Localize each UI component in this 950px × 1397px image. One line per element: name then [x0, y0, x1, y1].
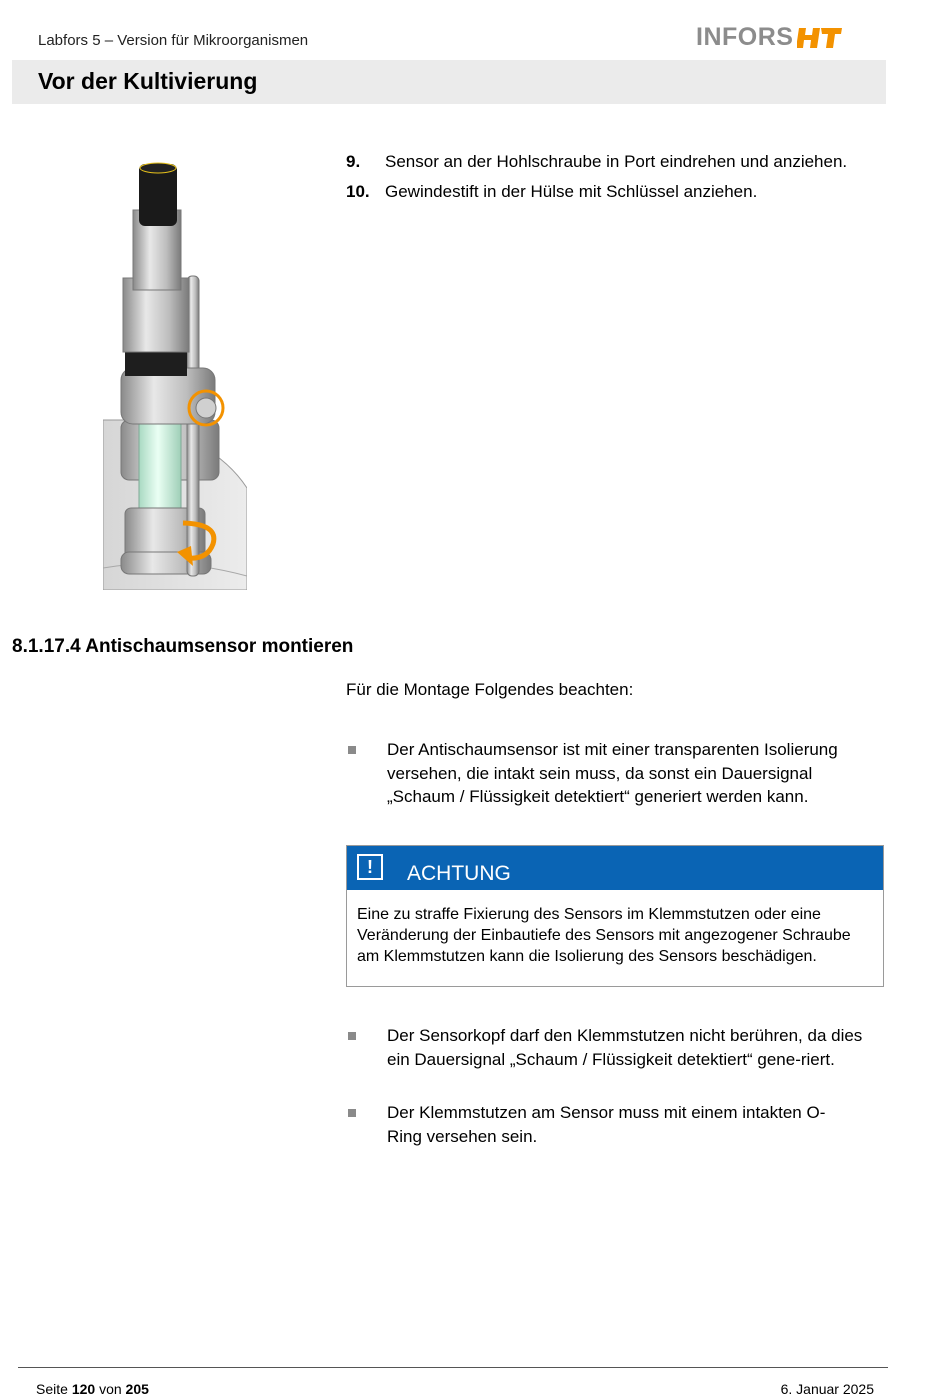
- list-item-text: Der Sensorkopf darf den Klemmstutzen nicht berühren, da dies ein Dauersignal „Schaum / Flüssigkeit detektiert“ gene-riert.: [387, 1026, 863, 1069]
- step-text: Gewindestift in der Hülse mit Schlüssel anziehen.: [385, 182, 758, 201]
- section-heading: 8.1.17.4 Antischaumsensor montieren: [12, 636, 354, 657]
- notice-body: Eine zu straffe Fixierung des Sensors im Klemmstutzen oder eine Veränderung der Einbautiefe des Sensors mit angezogener Schraube am Klemmstutzen kann die Isolierung des Sensors beschädigen.: [357, 906, 851, 965]
- section-intro: Für die Montage Folgendes beachten:: [346, 680, 634, 699]
- bullet-square-icon: [348, 1109, 356, 1117]
- document-title: Labfors 5 – Version für Mikroorganismen: [38, 32, 309, 49]
- logo-text: INFORS: [696, 22, 794, 51]
- step-number: 10.: [346, 182, 370, 201]
- page-number: [36, 1381, 149, 1397]
- sensor-assembly-illustration: [103, 148, 247, 590]
- list-item: [346, 738, 873, 809]
- step-text: Sensor an der Hohlschraube in Port eindrehen und anziehen.: [385, 152, 848, 171]
- step-item: [346, 182, 757, 202]
- notice-title: ACHTUNG: [407, 862, 511, 885]
- step-number: 9.: [346, 152, 361, 171]
- page-current: 120: [71, 1381, 96, 1397]
- logo-ht-mark: [797, 24, 843, 50]
- page-of: von: [99, 1381, 122, 1397]
- infors-logo: [696, 22, 843, 52]
- page-total: 205: [125, 1381, 149, 1397]
- bullet-square-icon: [348, 1032, 356, 1040]
- step-item: [346, 152, 847, 172]
- notice-header: [347, 846, 883, 890]
- footer-date: 6. Januar 2025: [780, 1381, 874, 1397]
- footer-divider: [18, 1367, 888, 1368]
- list-item-text: Der Klemmstutzen am Sensor muss mit einem intakten O-Ring versehen sein.: [387, 1103, 826, 1146]
- chapter-title: Vor der Kultivierung: [38, 68, 258, 94]
- bullet-square-icon: [348, 746, 356, 754]
- exclamation-icon: !: [357, 854, 383, 880]
- list-item-text: Der Antischaumsensor ist mit einer transparenten Isolierung versehen, die intakt sein muss, da sonst ein Dauersignal „Schaum / Flüssigkeit detektiert“ generiert werden kann.: [387, 740, 838, 806]
- list-item: [346, 1024, 867, 1071]
- notice-box: [346, 845, 884, 987]
- page-prefix: Seite: [36, 1381, 68, 1397]
- chapter-bar: [12, 60, 886, 104]
- list-item: [346, 1101, 857, 1148]
